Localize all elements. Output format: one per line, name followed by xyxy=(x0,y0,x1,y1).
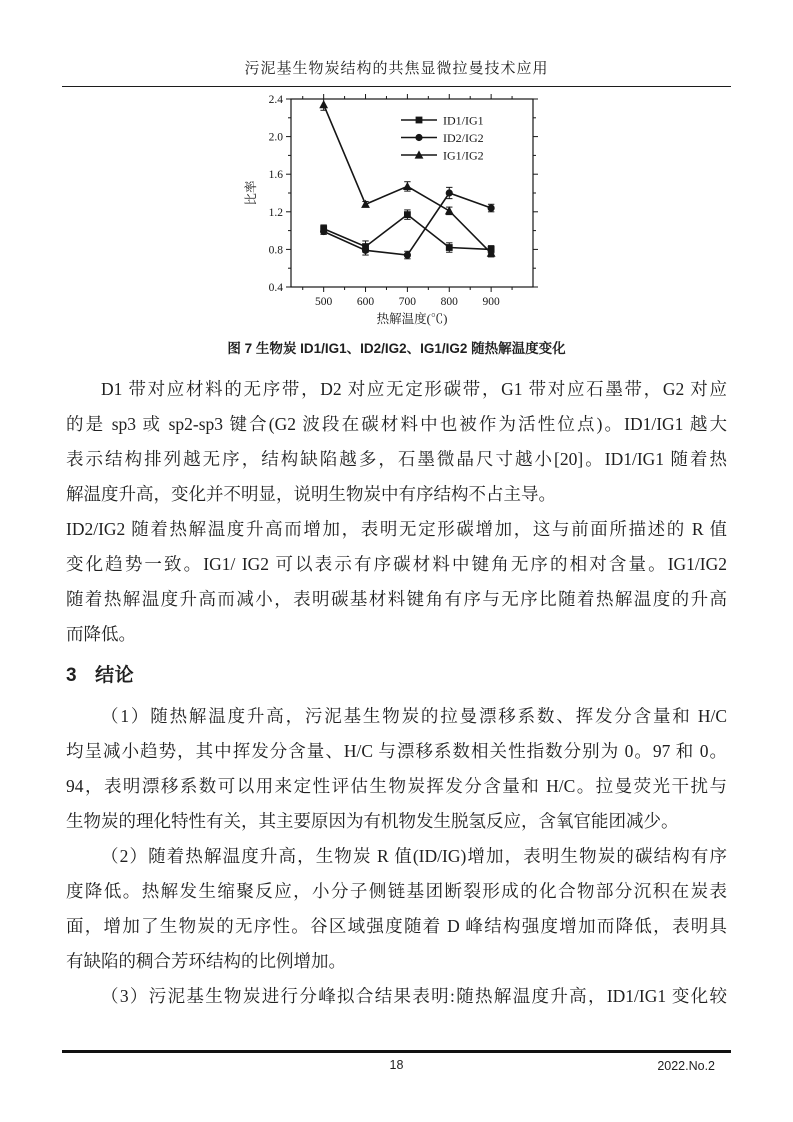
series-line xyxy=(323,193,490,255)
legend-label: IG1/IG2 xyxy=(442,148,484,163)
figure-caption: 图 7 生物炭 ID1/IG1、ID2/IG2、IG1/IG2 随热解温度变化 xyxy=(227,341,566,356)
x-tick-label: 600 xyxy=(356,296,374,308)
x-tick-label: 900 xyxy=(482,296,500,308)
text-line: 随着热解温度升高而减小，表明碳基材料键角有序与无序比随着热解温度的升高 xyxy=(66,589,727,609)
text-line: D1 带对应材料的无序带，D2 对应无定形碳带，G1 带对应石墨带，G2 对应 xyxy=(101,379,727,399)
circle-marker xyxy=(320,228,327,235)
text-line: 变化趋势一致。IG1/ IG2 可以表示有序碳材料中键角无序的相对含量。IG1/IG2 xyxy=(66,554,727,574)
text-line: 生物炭的理化特性有关，其主要原因为有机物发生脱氢反应，含氧官能团减少。 xyxy=(66,811,679,831)
y-tick-label: 0.4 xyxy=(268,282,283,294)
paragraph xyxy=(66,512,727,652)
square-marker xyxy=(403,211,410,218)
x-tick-label: 800 xyxy=(440,296,458,308)
text-line: （2）随着热解温度升高，生物炭 R 值(ID/IG)增加，表明生物炭的碳结构有序 xyxy=(101,846,727,866)
section-number: 3 xyxy=(66,665,78,686)
text-line: 均呈减小趋势，其中挥发分含量、H/C 与漂移系数相关性指数分别为 0。97 和 0。 xyxy=(66,741,727,761)
figure-7 xyxy=(241,89,553,334)
y-tick-label: 1.6 xyxy=(268,169,283,182)
y-tick-label: 2.0 xyxy=(268,131,283,144)
x-axis-title: 热解温度(℃) xyxy=(376,312,447,326)
text-line: 而降低。 xyxy=(66,624,136,644)
paragraph xyxy=(66,839,727,979)
y-tick-label: 1.2 xyxy=(268,206,283,219)
section-heading xyxy=(66,661,727,691)
series-line xyxy=(323,215,490,250)
text-line: （1）随热解温度升高，污泥基生物炭的拉曼漂移系数、挥发分含量和 H/C xyxy=(101,706,727,726)
paragraph xyxy=(66,699,727,839)
footer-rule xyxy=(62,1050,731,1053)
circle-marker xyxy=(445,189,452,196)
text-line: ID2/IG2 随着热解温度升高而增加，表明无定形碳增加，这与前面所描述的 R 值 xyxy=(66,519,727,539)
body-text xyxy=(66,372,727,1014)
legend-label: ID2/IG2 xyxy=(442,131,484,145)
triangle-marker xyxy=(402,182,411,190)
text-line: 面，增加了生物炭的无序性。谷区域强度随着 D 峰结构强度增加而降低，表明具 xyxy=(66,916,727,936)
text-line: （3）污泥基生物炭进行分峰拟合结果表明:随热解温度升高，ID1/IG1 变化较 xyxy=(101,986,727,1006)
x-tick-label: 500 xyxy=(314,296,332,308)
circle-marker xyxy=(487,204,494,211)
text-line: 有缺陷的稠合芳环结构的比例增加。 xyxy=(66,951,346,971)
section-title: 结论 xyxy=(95,665,135,686)
line-chart xyxy=(241,89,553,329)
plot-frame xyxy=(291,99,533,287)
issue-label: 2022.No.2 xyxy=(657,1059,715,1073)
square-marker xyxy=(445,244,452,251)
y-tick-label: 2.4 xyxy=(268,94,283,106)
x-tick-label: 700 xyxy=(398,296,416,308)
legend-label: ID1/IG1 xyxy=(442,113,484,128)
square-marker xyxy=(415,117,422,124)
circle-marker xyxy=(403,251,410,258)
text-line: 的是 sp3 或 sp2-sp3 键合(G2 波段在碳材料中也被作为活性位点)。ID1/IG1 越大 xyxy=(66,414,727,434)
y-axis-title: 比率 xyxy=(243,180,258,206)
running-head-title: 污泥基生物炭结构的共焦显微拉曼技术应用 xyxy=(244,61,549,77)
circle-marker xyxy=(361,247,368,254)
triangle-marker xyxy=(319,100,328,108)
paragraph xyxy=(66,979,727,1014)
text-line: 94，表明漂移系数可以用来定性评估生物炭挥发分含量和 H/C。拉曼荧光干扰与 xyxy=(66,776,727,796)
paragraph xyxy=(66,372,727,512)
page-number: 18 xyxy=(389,1058,404,1072)
text-line: 度降低。热解发生缩聚反应，小分子侧链基团断裂形成的化合物部分沉积在炭表 xyxy=(66,881,727,901)
text-line: 表示结构排列越无序，结构缺陷越多，石墨微晶尺寸越小[20]。ID1/IG1 随着热 xyxy=(66,449,727,469)
text-line: 解温度升高，变化并不明显，说明生物炭中有序结构不占主导。 xyxy=(66,484,556,504)
circle-marker xyxy=(415,134,422,141)
page-footer xyxy=(62,1050,731,1074)
header-rule xyxy=(62,86,731,87)
y-tick-label: 0.8 xyxy=(268,244,283,257)
